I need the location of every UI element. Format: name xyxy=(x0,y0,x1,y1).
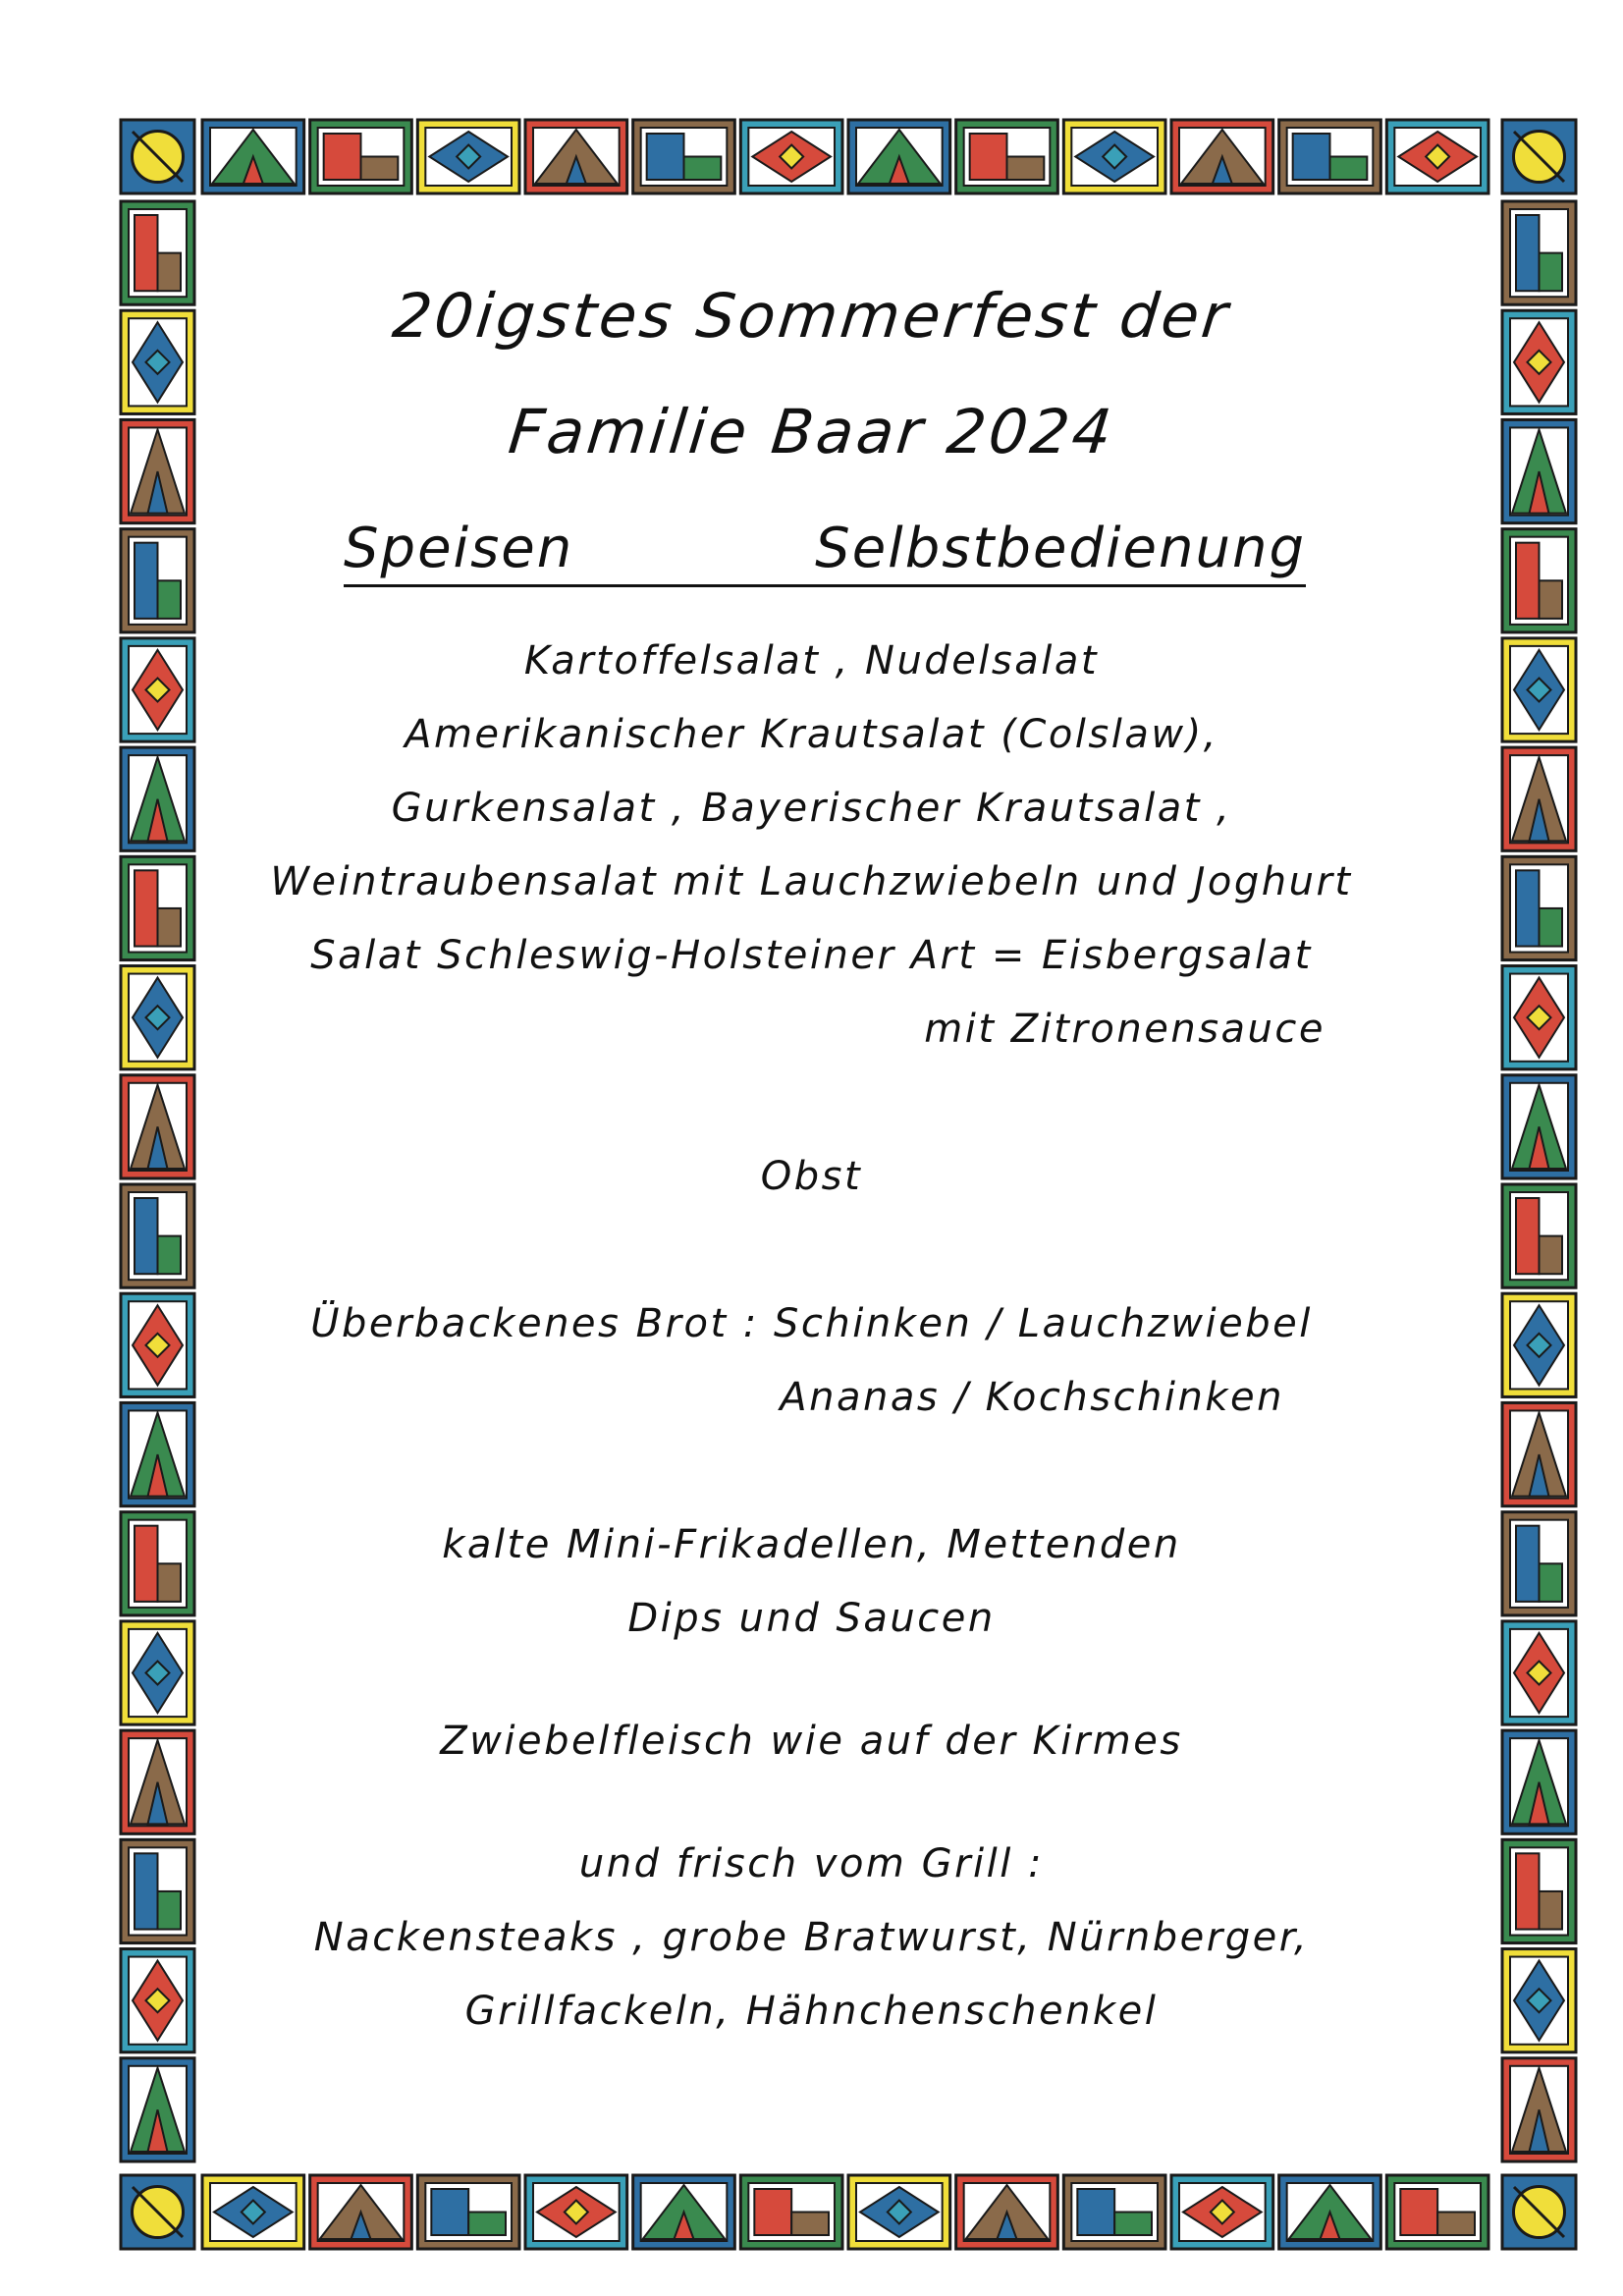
menu-line: Nackensteaks , grobe Bratwurst, Nürnberger, xyxy=(313,1915,1310,1960)
menu-line: Grillfackeln, Hähnchenschenkel xyxy=(464,1989,1159,2034)
menu-line: Weintraubensalat mit Lauchzwiebeln und Joghurt xyxy=(270,859,1353,904)
border-step xyxy=(158,1891,182,1930)
menu-line: und frisch vom Grill : xyxy=(578,1841,1045,1886)
title-line-2: Familie Baar 2024 xyxy=(505,396,1118,467)
menu-line: mit Zitronensauce xyxy=(924,1007,1325,1052)
menu-line-fruit: Obst xyxy=(760,1154,863,1199)
menu-line: Ananas / Kochschinken xyxy=(780,1375,1284,1420)
border-step xyxy=(135,1526,158,1602)
border-step xyxy=(1516,870,1540,946)
border-step xyxy=(1516,543,1540,619)
border-step xyxy=(1516,1526,1540,1602)
border-step xyxy=(1540,580,1563,619)
heading-speisen: Speisen xyxy=(344,517,574,580)
menu-line: Überbackenes Brot : Schinken / Lauchzwiebel xyxy=(310,1301,1313,1346)
section-heading xyxy=(344,496,1306,587)
border-step xyxy=(158,1563,182,1602)
border-step xyxy=(135,215,158,291)
border-step xyxy=(135,1198,158,1274)
border-step xyxy=(1516,215,1540,291)
border-step xyxy=(1437,2213,1475,2236)
menu-line: Salat Schleswig-Holsteiner Art = Eisbergsalat xyxy=(310,933,1313,978)
menu-content xyxy=(196,0,1427,2296)
border-step xyxy=(135,1853,158,1929)
border-step xyxy=(135,543,158,619)
heading-selbstbedienung: Selbstbedienung xyxy=(815,517,1306,580)
title-line-1: 20igstes Sommerfest der xyxy=(389,280,1234,352)
border-step xyxy=(158,580,182,619)
border-step xyxy=(158,253,182,292)
border-step xyxy=(1540,1563,1563,1602)
border-step xyxy=(1540,1891,1563,1930)
menu-line: Gurkensalat , Bayerischer Krautsalat , xyxy=(391,786,1232,831)
menu-line: Kartoffelsalat , Nudelsalat xyxy=(523,638,1100,683)
border-step xyxy=(135,870,158,946)
border-step xyxy=(158,1236,182,1275)
menu-line-onion: Zwiebelfleisch wie auf der Kirmes xyxy=(440,1719,1183,1764)
border-step xyxy=(1540,908,1563,947)
border-step xyxy=(158,908,182,947)
border-step xyxy=(1516,1853,1540,1929)
menu-line: Amerikanischer Krautsalat (Colslaw), xyxy=(405,712,1218,757)
menu-line: Dips und Saucen xyxy=(627,1596,996,1641)
border-step xyxy=(1540,1236,1563,1275)
border-step xyxy=(1516,1198,1540,1274)
border-step xyxy=(1540,253,1563,292)
menu-line: kalte Mini-Frikadellen, Mettenden xyxy=(442,1522,1181,1567)
